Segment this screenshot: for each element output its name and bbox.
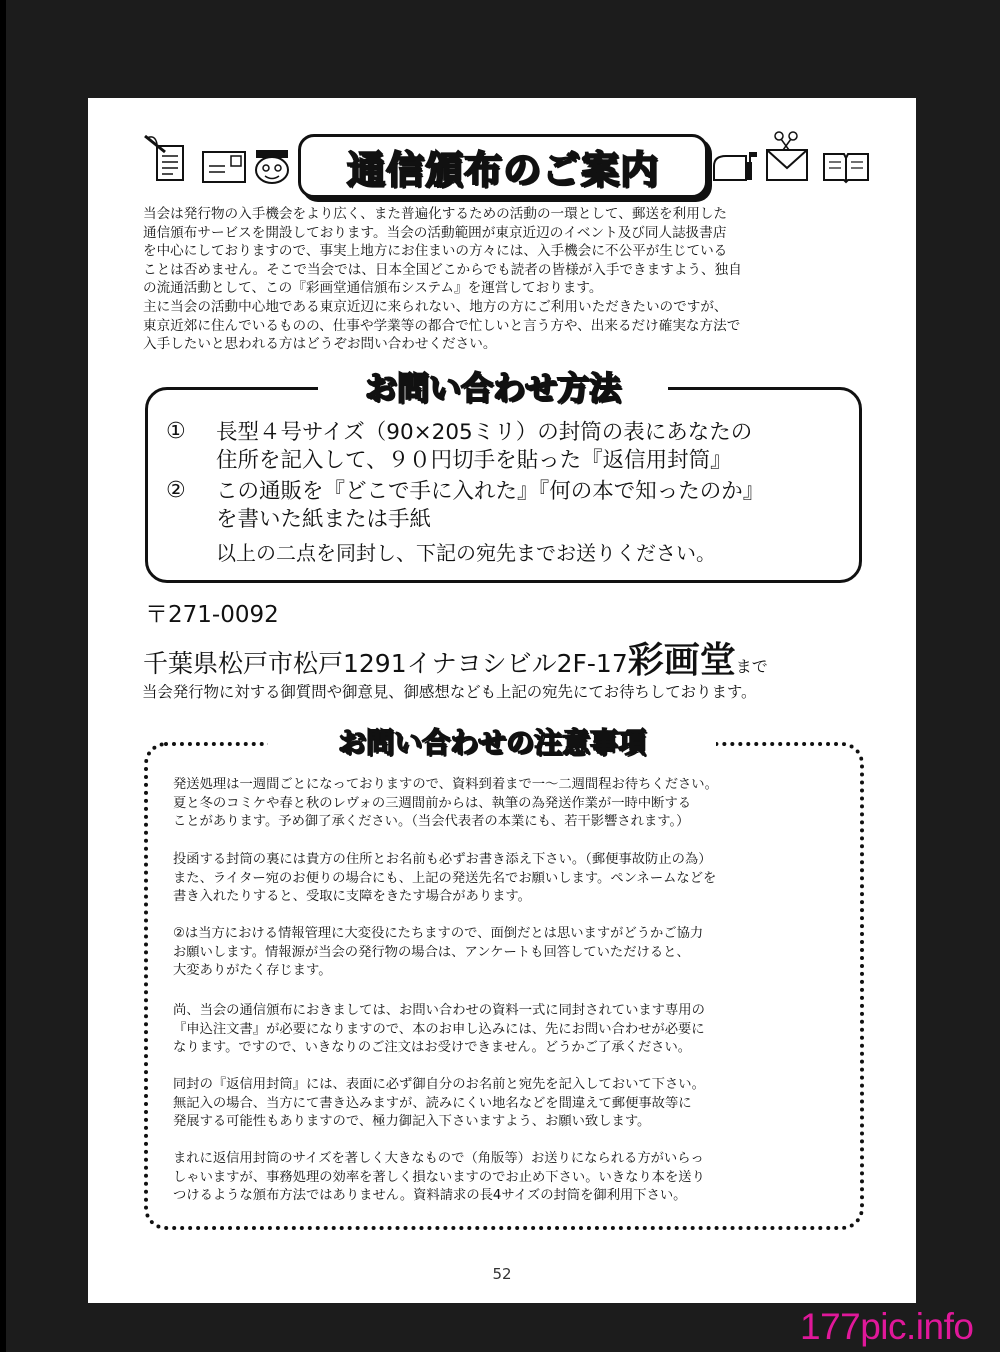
inquiry-method-title-box (318, 364, 668, 408)
notes-title: お問い合わせの注意事項 (337, 726, 646, 759)
page-title: 通信頒布のご案内 (346, 147, 659, 192)
mailing-address (143, 632, 768, 683)
note-paragraph-5: 同封の『返信用封筒』には、表面に必ず御自分のお名前と宛先を記入しておいて下さい。 無記入の場合、当方にて書き込みますが、読みにくい地名などを間違えて郵便事故等に 発展する可能性もありますので、極力御記入下さいますよう、お願い致します。 (173, 1077, 705, 1130)
mailbox-icon (710, 150, 758, 186)
step-1-number: ① (166, 419, 186, 444)
note-paragraph-1: 発送処理は一週間ごとになっておりますので、資料到着まで一～二週間程お待ちください。 夏と冬のコミケや春と秋のレヴォの三週間前からは、執筆の為発送作業が一時中断する ことがあります。予め御了承ください。（当会代表者の本業にも、若干影響されます。） (173, 777, 718, 830)
intro-paragraph: 当会は発行物の入手機会をより広く、また普遍化するための活動の一環として、郵送を利用した 通信頒布サービスを開設しております。当会の活動範囲が東京近辺のイベント及び同人誌扱書店 を中心にしておりますので、事実上地方にお住まいの方々には、入手機会に不公平が生じている ことは否めません。そこで当会では、日本全国どこからでも読者の皆様が入手できますよう、独自 の流通活動として、この『彩画堂通信頒布システム』を運営しております。 主に当会の活動中心地である東京近辺に来られない、地方の方にご利用いただきたいのですが、 東京近郊に住んでいるものの、仕事や学業等の都合で忙しいと言う方や、出来るだけ確実な方法で 入手したいと思われる方はどうぞお問い合わせください。 (143, 206, 742, 353)
watermark: 177pic.info (800, 1306, 974, 1347)
step-1-text: 長型４号サイズ（90×205ミリ）の封筒の表にあなたの 住所を記入して、９０円切手を貼った『返信用封筒』 (216, 420, 753, 473)
step-2-number: ② (166, 478, 186, 503)
open-book-icon (822, 150, 870, 184)
note-paragraph-3: ②は当方における情報管理に大変役にたちますので、面倒だとは思いますがどうかご協力 お願いします。情報源が当会の発行物の場合は、アンケートも回答していただけると、 大変ありがたく存じます。 (173, 926, 704, 979)
page-number: 52 (492, 1265, 512, 1283)
note-paragraph-2: 投函する封筒の裏には貴方の住所とお名前も必ずお書き添え下さい。（郵便事故防止の為） また、ライター宛のお便りの場合にも、上記の発送先名でお願いします。ペンネームなどを 書き入れたりすると、受取に支障をきたす場合があります。 (173, 852, 717, 905)
address-line: 千葉県松戸市松戸1291イナヨシビル2F-17 (143, 649, 628, 678)
writing-document-icon (143, 132, 191, 184)
address-note: 当会発行物に対する御質問や御意見、御感想なども上記の宛先にてお待ちしております。 (142, 683, 757, 701)
envelope-scissors-icon (765, 130, 809, 182)
postal-code: 〒271-0092 (145, 602, 279, 628)
document-page (88, 98, 916, 1303)
step-2-text: この通販を『どこで手に入れた』『何の本で知ったのか』 を書いた紙または手紙 (216, 479, 765, 532)
page-title-box (298, 134, 708, 198)
smiling-face-icon (252, 148, 292, 186)
postcard-icon (201, 150, 247, 184)
circle-name: 彩画堂 (627, 640, 736, 681)
note-paragraph-6: まれに返信用封筒のサイズを著しく大きなもので（角版等）お送りになられる方がいらっ しゃいますが、事務処理の効率を著しく損ないますのでお止め下さい。いきなり本を送り つけるような頒布方法ではありません。資料請求の長4サイズの封筒を御利用下さい。 (173, 1151, 705, 1204)
inquiry-method-title: お問い合わせ方法 (364, 369, 621, 407)
binding-edge (0, 0, 6, 1352)
notes-title-box (268, 719, 716, 763)
note-paragraph-4: 尚、当会の通信頒布におきましては、お問い合わせの資料一式に同封されています専用の 『申込注文書』が必要になりますので、本のお申し込みには、先にお問い合わせが必要に なります。ですので、いきなりのご注文はお受けできません。どうかご了承ください。 (173, 1003, 705, 1056)
inquiry-footer: 以上の二点を同封し、下記の宛先までお送りください。 (216, 541, 716, 565)
address-suffix: まで (735, 657, 768, 676)
